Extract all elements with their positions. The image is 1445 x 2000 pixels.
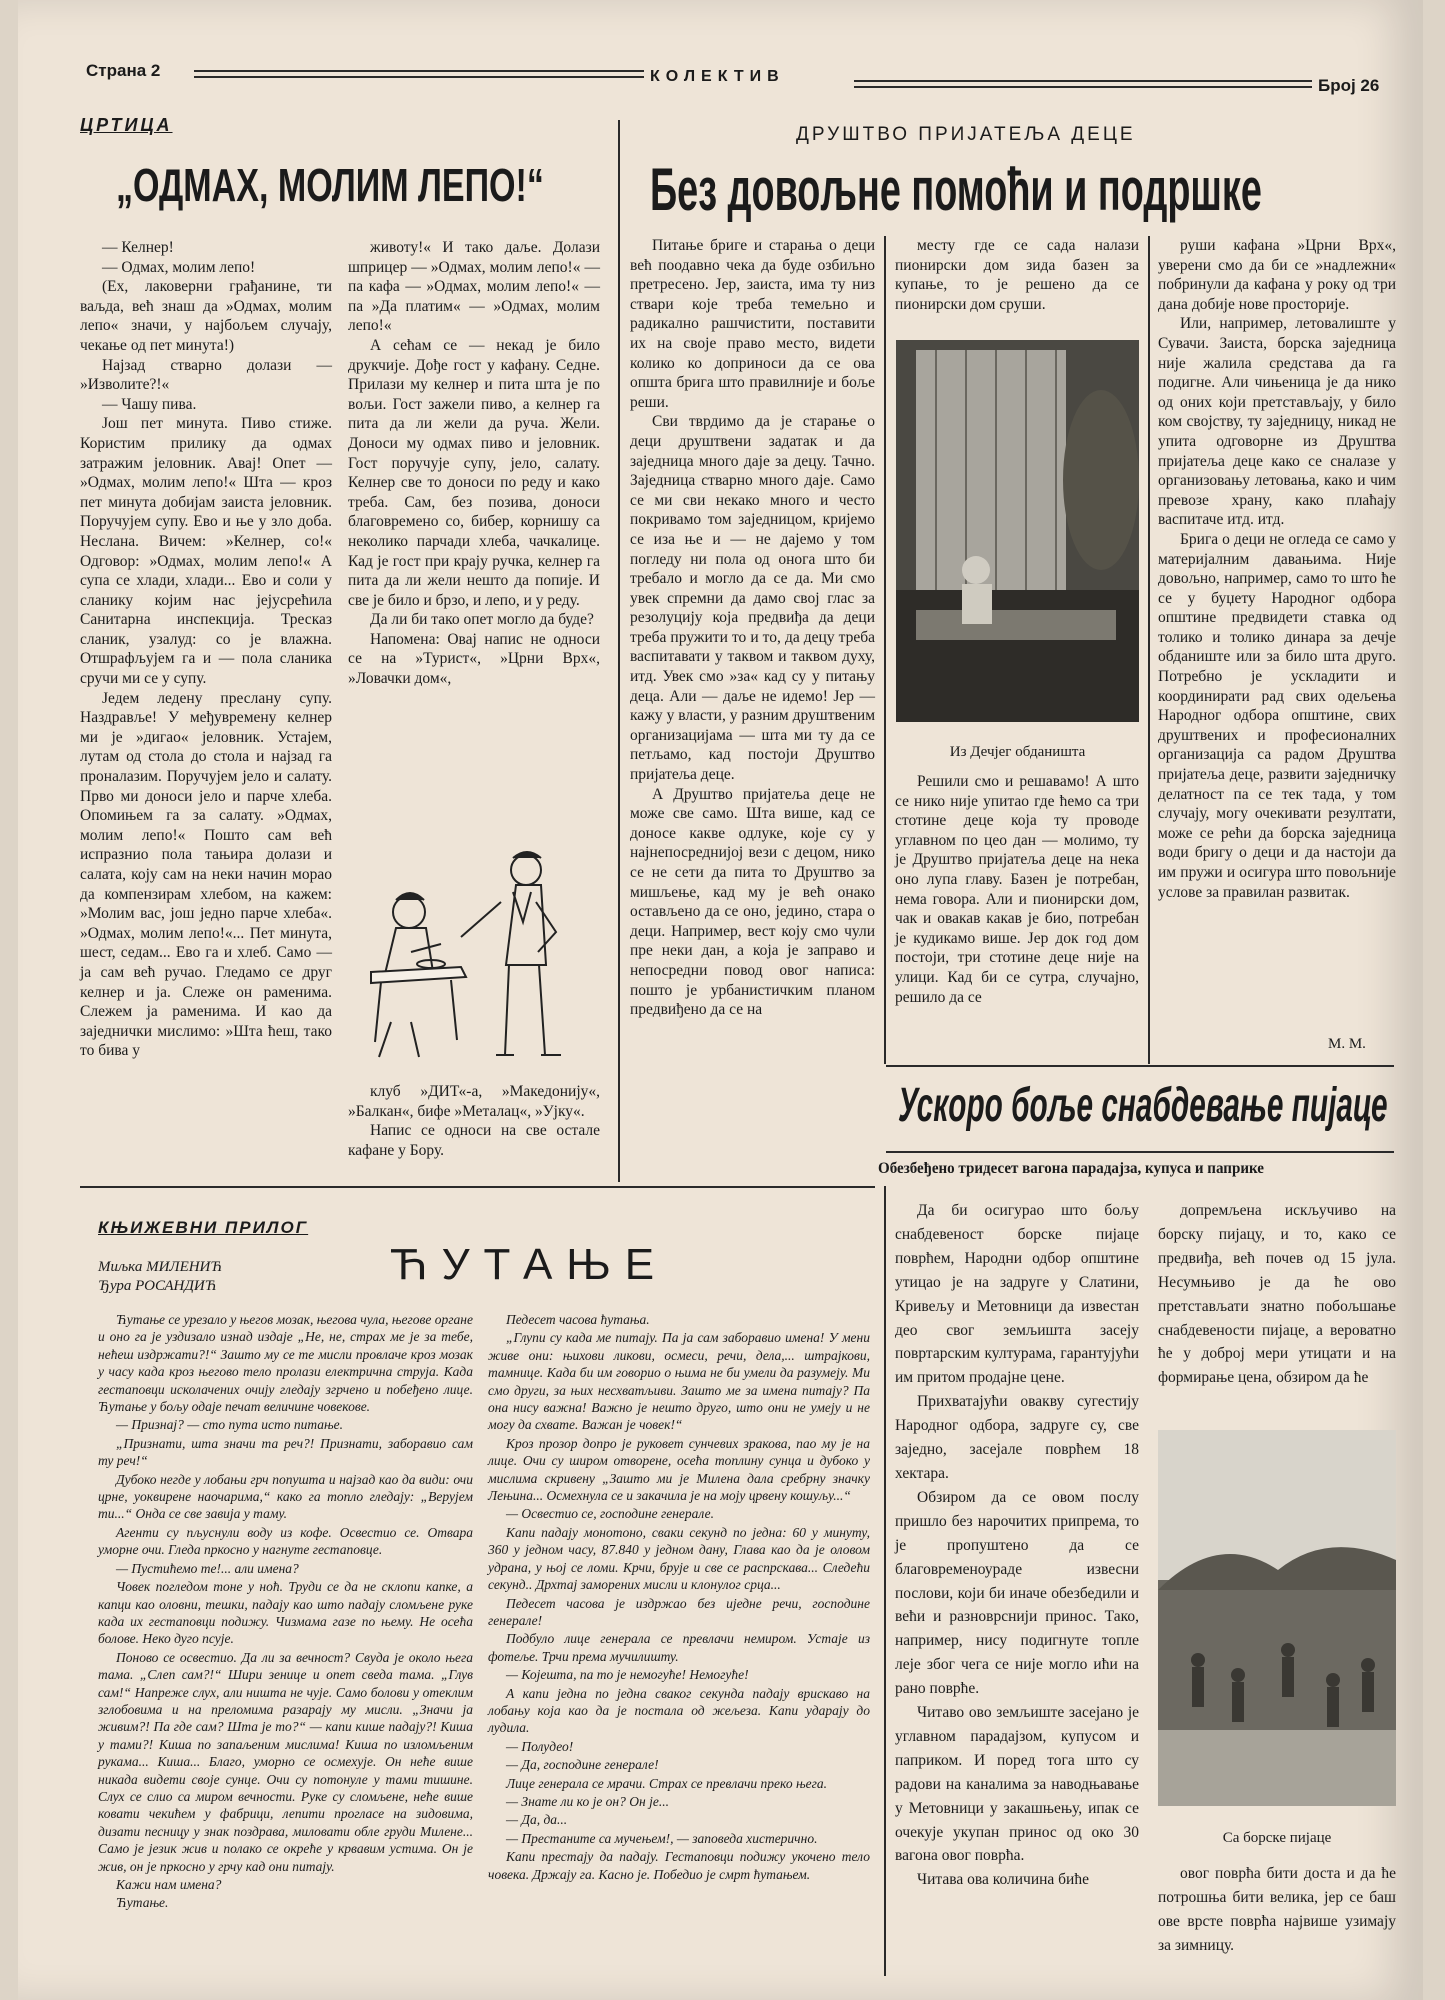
kindergarten-caption: Из Дечјег обданишта (949, 744, 1086, 760)
newspaper-page (18, 0, 1423, 2000)
paragraph: Решили смо и решавамо! А што се нико није упитао где ћемо са три стотине деце која ту проводе углавном по цео дан — молимо, ту је Друштво пријатеља деце на нека оно лупа главу. Базен је потребан, нема говора. Али и пионирски дом, чак и овакав какав је био, потребан је кудикамо више. Јер док год дом постоји, три стотине деце није на улици. Кад би се сутра, случајно, решило да се (895, 773, 1139, 1006)
paragraph: А Друштво пријатеља деце не може све само. Шта више, кад се доносе какве одлуке, које су у најнепосреднијој вези с децом, нико се не сети да пита то Друштво за мишљење, кад му је већ онако остављено да се оно, једино, стара о деци. Например, вест коју смо чули пре неки дан, а која је заправо и непосредни повод овог написа: пошто је урбанистичким планом предвиђено да се на (630, 785, 875, 1019)
market-column-2-bottom (1158, 1862, 1396, 1958)
sketch-column-2b (348, 1082, 600, 1160)
paragraph: Педесет часова је издржао без иједне речи, господине генерале! (488, 1595, 870, 1628)
newspaper-title: КОЛЕКТИВ (650, 68, 785, 85)
paragraph: Напис се односи на све остале кафане у Бору. (348, 1122, 600, 1159)
market-column-1 (895, 1199, 1139, 1892)
paragraph: Брига о деци не огледа се само у материјалним давањима. Није довољно, например, само то што ће се у буџету Народног одбора општине предвидети ставка од толико и толико динара за дечје обданиште или за било шта друго. Потребно је ускладити и координирати рад свих одељења Народног одбора општине, свих друштвених и професионалних организација са радом Друштва пријатеља деце, развити заједничку делатност па се тек тада, у том случају, могу очекивати резултати, може се рећи да борска заједница води бригу о деци и да настоји да им пружи и осигура што повољније услове за правилан развитак. (1158, 530, 1396, 901)
paragraph: А сећам се — некад је било друкчије. Дође гост у кафану. Седне. Прилази му келнер и пита шта је по вољи. Гост зажели пиво, а келнер га пита да ли жели да руча. Жели. Доноси му одмах пиво и јеловник. Гост поручује супу, јело, салату. Келнер све то доноси по реду и како треба. Сам, без позива, доноси благовремено со, бибер, корнишу са неколико парчади хлеба, чачкалице. Кад је гост при крају ручка, келнер га пита да ли жели нешто да попије. И све је било и брзо, и лепо, и у реду. (348, 336, 600, 609)
society-headline: Без довољне помоћи и подршке (650, 156, 1262, 223)
paragraph: Прихватајући овакву сугестију Народног одбора, задруге су, све заједно, засејале поврћем 18 хектара. (895, 1393, 1139, 1482)
sketch-kicker: ЦРТИЦА (80, 115, 173, 135)
paragraph: Агенти су пљуснули воду из кофе. Освестио се. Отвара уморне очи. Гледа пркосно у нагнуте гестаповце. (98, 1524, 473, 1558)
paragraph: — Чашу пива. (102, 395, 197, 413)
literary-top-rule (80, 1186, 875, 1188)
paragraph: руши кафана »Црни Врх«, уверени смо да би се »надлежни« побринули да кафана у року од три дана добије нове просторије. (1158, 237, 1396, 313)
column-divider-1 (618, 120, 620, 1182)
market-photo (1158, 1430, 1396, 1806)
paragraph: — Келнер! (102, 239, 174, 256)
paragraph: Ћутање се урезало у његов мозак, његова чула, његове органе и оно га је уздизало изнад издаје „Не, не, страх ме је за тебе, нећеш издржати?!“ Зашто му се те мисли провлаче кроз мозак у часу када кроз његово тело пролази електрична струја. Када гестаповци исколачених очију гледају згрчено и побеђено лице. Ћутање у бољу одаје печат величине човекове. (98, 1312, 473, 1415)
paragraph: Педесет часова ћутања. (506, 1312, 650, 1327)
society-column-1 (630, 236, 875, 1020)
paragraph: Ћутање. (116, 1895, 169, 1911)
paragraph: „Признати, шта значи та реч?! Признати, заборавио сам ту реч!“ (98, 1435, 473, 1469)
kindergarten-photo (896, 340, 1139, 722)
market-subtitle: Обезбеђено тридесет вагона парадајза, купуса и паприке (878, 1160, 1264, 1177)
paragraph: — Освестио се, господине генерале. (506, 1506, 714, 1522)
paragraph: Читаво ово земљиште засејано је углавном парадајзом, купусом и паприком. И поред тога што су радови на каналима за наводњавање у Метовници у закашњењу, ипак се очекује укупан принос од око 30 вагона овог поврћа. (895, 1704, 1139, 1865)
society-column-2-top (895, 236, 1139, 314)
paragraph: Сви тврдимо да је старање о деци друштвени задатак и да заједница много даје за децу. Тачно. Заједница стварно много даје. Само се ми сви некако много и често покривамо том заједницом, кријемо се иза ње и — не дајемо у том погледу ни пола од онога што би требало и могло да се да. Ми смо увек спремни да дамо свој глас за резолуцију која предвиђа да деци треба пружити то и то, да децу треба васпитавати у таквом и таквом духу, итд. Увек смо »за« кад су у питању деца. Али — даље не идемо! Јер — кажу у власти, у разним друштвеним организацијама — шта ми ту да се петљамо, кад постоји Друштво пријатеља деце. (630, 413, 875, 784)
paragraph: „Глупи су када ме питају. Па ја сам заборавио имена! У мени живе они: њихови ликови, осмеси, речи, дела,... штрајкови, тамнице. Када би им говорио о њима не би умели да разумеју. Ми смо други, за њих несхватљиви. Зашто ме за имена питају? Па она нису важна! Важно је нешто друго, што они не умеју и не могу да схвате. Важан је човек!“ (488, 1330, 870, 1433)
literary-kicker: КЊИЖЕВНИ ПРИЛОГ (98, 1218, 309, 1237)
page-number: Страна 2 (86, 61, 161, 80)
paragraph: Једем ледену преслану супу. Наздравље! У међувремену келнер ми је »дигао« јеловник. Устајем, лутам од стола до стола и најзад га проналазим. Поручујем јело и салату. Прво ми доноси јело и парче хлеба. Опомињем га за салату. »Одмах, молим лепо!« Пошто сам већ испразнио пола тањира долази и салата, коју сам на неки начин морао да компензирам хлебом, на кажем: »Молим вас, још једно парче хлеба«. »Одмах, молим лепо!«... Пет минута, шест, седам... Ево га и хлеб. Само — ја сам већ ручао. Гледамо се друг келнер и ја. Слеже он раменима. Слежем ја раменима. И као да заједнички мислимо: »Шта ћеш, тако то бива у (80, 689, 332, 1060)
paragraph: Дубоко негде у лобањи грч попушта и најзад као да види: очи црне, уоквирене наочарима,“ како га топло гледају: „Верујем ти...“ Онда се све завија у таму. (98, 1471, 473, 1522)
paragraph: — Знате ли ко је он? Он је... (506, 1793, 669, 1809)
market-headline: Ускоро боље снабдевање пијаце (898, 1079, 1388, 1132)
paragraph: животу!« И тако даље. Долази шприцер — »Одмах, молим лепо!« — па кафа — »Одмах, молим лепо!« — па »Да платим« — »Одмах, молим лепо!« (348, 239, 600, 335)
society-kicker: ДРУШТВО ПРИЈАТЕЉА ДЕЦЕ (796, 124, 1136, 145)
issue-number: Број 26 (1318, 76, 1380, 95)
paragraph: — Одмах, молим лепо! (102, 258, 256, 276)
sketch-column-2 (348, 238, 600, 689)
paragraph: (Ех, лаковерни грађанине, ти ваљда, већ знаш да »Одмах, молим лепо« значи, у најбољем случају, чекање од пет минута!) (80, 278, 332, 354)
market-column-2 (1158, 1199, 1396, 1390)
sketch-headline: „ОДМАХ, МОЛИМ ЛЕПО!“ (116, 159, 544, 211)
masthead-rule-left (194, 70, 644, 72)
paragraph: Још пет минута. Пиво стиже. Користим прилику да одмах затражим јеловник. Авај! Опет — »Одмах, молим лепо!« Шта — кроз пет минута добијам заиста јеловник. Поручујем супу. Ево и ње у зло доба. Неслана. Вичем: »Келнер, со!« Одговор: »Одмах, молим лепо!« А супа се хлади, хлади... Ево и соли у сланику којим нас јејусрећила Санитарна инспекција. Тресказ сланик, узалуд: со је влажна. Отшрафљујем га и — пола сланика сручи ми се у супу. (80, 415, 332, 688)
paragraph: Капи падају монотоно, сваки секунд по једна: 60 у минуту, 360 у једном часу, 87.840 у једном дану, Глава као да је оловом удрана, у њој се ломи. Крчи, брује и све се распрскава... Следећи секунд.. Дрхтај заморених мисли и клонулог срца... (488, 1524, 870, 1593)
paragraph: месту где се сада налази пионирски дом зида базен за купање, то је решено да се пионирски дом сруши. (895, 237, 1139, 313)
paragraph: Напомена: Овај напис не односи се на »Турист«, »Црни Врх«, »Ловачки дом«, (348, 630, 600, 688)
paragraph: Поново се освестио. Да ли за вечност? Свуда је около њега тама. „Слеп сам?!“ Шири зенице и опет сведа тама. „Глув сам!“ Напреже слух, али ништа не чује. Само болови у отеклим зглобовима и на преломима разарају му мисли. „Значи ја живим?! Па где сам? Шта је то?“ — капи кише падају?! Киша у тами?! Киша по запаљеним мислима! Киша по изломљеним рукама... Киша... Благо, уморно се осмехује. Он неће више никада видети своје сунце. Очи су потонуле у тами тишине. Слух се слио са миром вечности. Руке су сломљене, неће више ковати чекићем у фабрици, лепити прогласе на зидовима, дизати песницу у знак поздрава, миловати обле груди Милене... Само је језик жив и полако се окреће у крвавим устима. Он је жив, он је пркосно у грчу кад они питају. (98, 1649, 473, 1874)
paragraph: Капи престају да падају. Гестаповци подижу укочено тело човека. Држају га. Касно је. Победио је смрт ћутањем. (488, 1849, 870, 1882)
paragraph: — Којешта, па то је немогуће! Немогуће! (506, 1667, 749, 1683)
paragraph: клуб »ДИТ«-а, »Македонију«, »Балкан«, бифе »Металац«, »Ујку«. (348, 1083, 600, 1120)
paragraph: Да би осигурао што бољу снабдевеност борске пијаце поврћем, Народни одбор општине утицао је на задруге у Слатини, Кривељу и Метовници да известан део свог земљишта засеју повртарским културама, гарантујући им притом продајне цене. (895, 1202, 1139, 1387)
sketch-column-1 (80, 238, 332, 1061)
waiter-cartoon (351, 842, 581, 1072)
literary-column-2 (488, 1311, 870, 1884)
market-title-rule (886, 1151, 1394, 1153)
paragraph: допремљена искључиво на борску пијацу, и то, како се предвиђа, већ почев од 15 јула. Несумњиво је да ће ово претстављати знатно побољшање снабдевености пијаце, а вероватно ће у доброј мери утицати и на формирање цена, обзиром да ће (1158, 1202, 1396, 1387)
masthead-rule-right-2 (854, 86, 1312, 88)
paragraph: Подбуло лице генерала се превлачи немиром. Устаје из фотеље. Трчи према мучилишту. (488, 1631, 870, 1664)
paragraph: А капи једна по једна сваког секунда падају врискаво на лобању која као да је постала од жељеза. Капи ударају до лудила. (488, 1685, 870, 1736)
market-caption: Са борске пијаце (1222, 1830, 1332, 1846)
society-signature: М. М. (1328, 1036, 1366, 1052)
literary-authors (98, 1258, 222, 1296)
paragraph: — Полудео! (506, 1738, 574, 1754)
masthead-rule-left-2 (194, 76, 644, 78)
paragraph: овог поврћа бити доста и да ће потрошња бити велика, јер се баш ове врсте поврћа највише узимају за зимницу. (1158, 1865, 1396, 1954)
paragraph: — Пустићемо те!... али имена? (116, 1560, 299, 1576)
paragraph: Кроз прозор допро је руковет сунчевих зракова, пао му је на лице. Очи су широм отворене, осећа топлину сунца и дубоко у мислима скривену „Зашто ми је Милена дала сребрну значку Лењина... Осмехнула се и закачила је на моју црвену кошуљу...“ (488, 1435, 870, 1504)
paragraph: Читава ова количина биће (917, 1871, 1089, 1889)
paragraph: Или, например, летовалиште у Сувачи. Заиста, борска заједница није жалила средстава да га подигне. Али чињеница је да нико од оних који претстављају, у било ком својству, ту заједницу, никад не упита одговорне из Друштва пријатеља деце како се сналазе у организовању летовања, како и чим превозе храну, како плаћају васпитаче итд. итд. (1158, 315, 1396, 529)
society-column-3 (1158, 236, 1396, 902)
author-1: Миљка МИЛЕНИЋ (98, 1259, 223, 1275)
paragraph: — Да, господине генерале! (506, 1757, 659, 1773)
paragraph: Кажи нам имена? (116, 1877, 222, 1892)
literary-column-1 (98, 1311, 473, 1913)
paragraph: — Престаните са мучењем!, — заповеда хистерично. (506, 1830, 818, 1846)
paragraph: Лице генерала се мрачи. Страх се превлачи преко њега. (506, 1775, 827, 1791)
masthead-rule-right (854, 80, 1312, 82)
paragraph: — Да, да... (506, 1812, 568, 1828)
market-divider-left (884, 1186, 886, 1976)
market-top-rule (886, 1065, 1394, 1067)
paragraph: Обзиром да се овом послу пришло без нарочитих припрема, то је пропуштено да се благовременоураде извесни послови, који би иначе обезбедили и већи и разноврснији принос. Тако, например, нису подигнуте топле леје због чега се није могло ићи на рано поврће. (895, 1488, 1139, 1698)
paragraph: — Признај? — сто пута исто питање. (116, 1417, 344, 1433)
paragraph: Човек погледом тоне у ноћ. Труди се да не склопи капке, а капци као оловни, тешки, падају као што падају сломљене руке када их гестаповци подижу. Чизмама газе по њему. Не осећа болове. Неко дуго псује. (98, 1579, 473, 1647)
column-divider-2 (884, 236, 886, 1064)
literary-title: ЋУТАЊЕ (390, 1240, 669, 1289)
paragraph: Питање бриге и старања о деци већ поодавно чека да буде озбиљно претресено. Јер, заиста, има ту низ ствари које треба темељно и радикално рашчистити, поставити их на своје право место, видети колико ко доприноси да се ова општа брига што правилније и боље реши. (630, 237, 875, 411)
author-2: Ђура РОСАНДИЋ (98, 1278, 217, 1294)
paragraph: Да ли би тако опет могло да буде? (370, 611, 594, 629)
society-column-2-bottom (895, 772, 1139, 1007)
paragraph: Најзад стварно долази — »Изволите?!« (80, 356, 332, 394)
column-divider-3 (1148, 236, 1150, 1064)
